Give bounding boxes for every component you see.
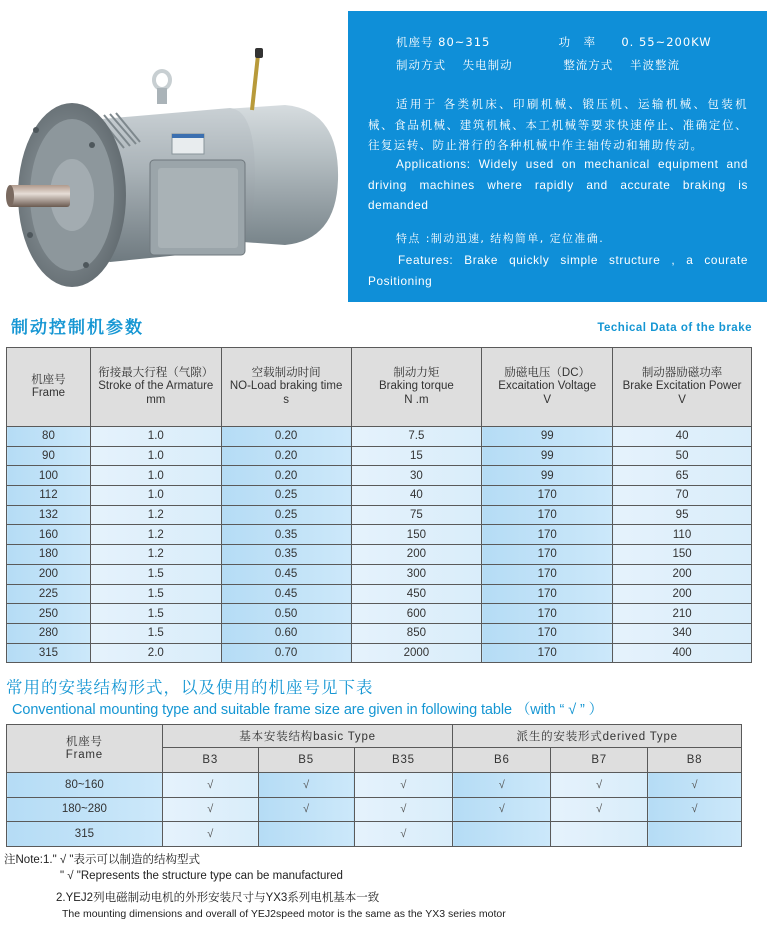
table-cell: 170 [482, 486, 613, 506]
table-row [7, 822, 742, 847]
check-mark-cell: √ [162, 773, 258, 798]
table-cell: 400 [613, 643, 752, 663]
table-row [7, 446, 752, 466]
header-stroke: 衔接最大行程（气隙） Stroke of the Armature mm [90, 348, 221, 427]
table-cell: 170 [482, 643, 613, 663]
table-row [7, 797, 742, 822]
table-cell: 2.0 [90, 643, 221, 663]
table-cell: 0.20 [221, 446, 351, 466]
table-cell: 1.5 [90, 604, 221, 624]
table-cell: 0.25 [221, 486, 351, 506]
table-row [7, 486, 752, 506]
table-cell: 0.45 [221, 584, 351, 604]
check-mark-cell [551, 822, 648, 847]
table-cell: 0.25 [221, 505, 351, 525]
table-cell: 112 [7, 486, 91, 506]
table-cell: 30 [351, 466, 482, 486]
table-cell: 150 [613, 545, 752, 565]
note-1-cn: 注Note:1." √ "表示可以制造的结构型式 [4, 854, 200, 866]
check-mark-cell: √ [258, 773, 354, 798]
note-2-en: The mounting dimensions and overall of YEJ2speed motor is the same as the YX3 series motor [62, 908, 506, 920]
table-cell: 170 [482, 525, 613, 545]
frame-cell: 180~280 [7, 797, 163, 822]
mounting-section-title-en: Conventional mounting type and suitable frame size are given in following table （with “ √ ” ） [12, 702, 604, 718]
check-mark-cell: √ [162, 822, 258, 847]
table-cell: 315 [7, 643, 91, 663]
table-cell: 0.45 [221, 564, 351, 584]
table-cell: 160 [7, 525, 91, 545]
table-row [7, 466, 752, 486]
header-b35: B35 [354, 748, 453, 773]
header-excitation-power: 制动器励磁功率 Brake Excitation Power V [613, 348, 752, 427]
table-cell: 80 [7, 427, 91, 447]
table-cell: 1.0 [90, 446, 221, 466]
table-row [7, 584, 752, 604]
check-mark-cell: √ [162, 797, 258, 822]
table-cell: 280 [7, 623, 91, 643]
table-cell: 0.50 [221, 604, 351, 624]
table-cell: 99 [482, 466, 613, 486]
table-cell: 600 [351, 604, 482, 624]
table-header-row [7, 348, 752, 427]
table-cell: 2000 [351, 643, 482, 663]
check-mark-cell: √ [648, 797, 742, 822]
features-en-text: Features: Brake quickly simple structure , a courate Positioning [368, 253, 748, 288]
table-cell: 1.2 [90, 525, 221, 545]
table-cell: 1.5 [90, 584, 221, 604]
table-cell: 340 [613, 623, 752, 643]
table-row [7, 643, 752, 663]
table-cell: 65 [613, 466, 752, 486]
header-b8: B8 [648, 748, 742, 773]
check-mark-cell: √ [453, 773, 551, 798]
table-cell: 225 [7, 584, 91, 604]
check-mark-cell: √ [354, 773, 453, 798]
brake-data-table [6, 347, 752, 663]
table-row [7, 623, 752, 643]
table-row [7, 564, 752, 584]
table-cell: 170 [482, 545, 613, 565]
table-cell: 450 [351, 584, 482, 604]
table-cell: 180 [7, 545, 91, 565]
header-b7: B7 [551, 748, 648, 773]
table-row [7, 773, 742, 798]
table-cell: 150 [351, 525, 482, 545]
note-1-en: " √ "Represents the structure type can be manufactured [60, 870, 343, 882]
check-mark-cell: √ [258, 797, 354, 822]
table-cell: 170 [482, 584, 613, 604]
frame-range-label: 机座号 80~315 [396, 35, 491, 49]
spec-info-panel [348, 11, 767, 302]
table-cell: 210 [613, 604, 752, 624]
power-value: 0. 55~200KW [621, 35, 712, 49]
table-row [7, 427, 752, 447]
header-b6: B6 [453, 748, 551, 773]
application-cn-text: 适用于 各类机床、印刷机械、锻压机、运输机械、包装机械、食品机械、建筑机械、本工机械等要求快速停止、准确定位、往复运转、防止滑行的各种机械中作主轴传动和辅助传动。 [368, 97, 748, 152]
table-cell: 1.2 [90, 505, 221, 525]
table-cell: 40 [613, 427, 752, 447]
table-cell: 200 [7, 564, 91, 584]
table-row [7, 545, 752, 565]
table-cell: 1.5 [90, 564, 221, 584]
table-cell: 0.35 [221, 545, 351, 565]
table-cell: 95 [613, 505, 752, 525]
check-mark-cell [648, 822, 742, 847]
check-mark-cell: √ [354, 797, 453, 822]
table-cell: 99 [482, 446, 613, 466]
table-cell: 1.5 [90, 623, 221, 643]
table-row [7, 604, 752, 624]
brake-motor-icon [0, 0, 348, 305]
mounting-section-title-cn: 常用的安装结构形式，以及使用的机座号见下表 [6, 678, 374, 697]
table-cell: 200 [613, 564, 752, 584]
table-cell: 1.0 [90, 427, 221, 447]
table-cell: 200 [351, 545, 482, 565]
table-header-row [7, 725, 742, 748]
header-braking-torque: 制动力矩 Braking torque N .m [351, 348, 482, 427]
table-cell: 15 [351, 446, 482, 466]
table-cell: 90 [7, 446, 91, 466]
brake-method-value: 失电制动 [462, 58, 513, 72]
note-2-cn: 2.YEJ2列电磁制动电机的外形安装尺寸与YX3系列电机基本一致 [56, 892, 380, 904]
header-braking-time: 空载制动时间 NO-Load braking time s [221, 348, 351, 427]
table-cell: 50 [613, 446, 752, 466]
rectify-label: 整流方式 [563, 58, 614, 72]
frame-cell: 315 [7, 822, 163, 847]
table-cell: 0.35 [221, 525, 351, 545]
table-cell: 0.20 [221, 427, 351, 447]
table-cell: 170 [482, 604, 613, 624]
table-cell: 0.70 [221, 643, 351, 663]
check-mark-cell: √ [453, 797, 551, 822]
table-cell: 0.20 [221, 466, 351, 486]
table-cell: 850 [351, 623, 482, 643]
header-frame: 机座号 Frame [7, 725, 163, 773]
brake-section-title-cn: 制动控制机参数 [11, 318, 144, 338]
rectify-value: 半波整流 [629, 58, 680, 72]
table-cell: 200 [613, 584, 752, 604]
frame-cell: 80~160 [7, 773, 163, 798]
table-cell: 99 [482, 427, 613, 447]
table-cell: 300 [351, 564, 482, 584]
check-mark-cell: √ [551, 797, 648, 822]
table-cell: 1.0 [90, 466, 221, 486]
power-label: 功 率 [558, 35, 597, 49]
table-row [7, 525, 752, 545]
check-mark-cell: √ [551, 773, 648, 798]
brake-section-title-en: Techical Data of the brake [597, 322, 752, 334]
table-cell: 40 [351, 486, 482, 506]
features-cn-text: 特点 :制动迅速, 结构简单, 定位准确. [396, 232, 605, 245]
table-cell: 0.60 [221, 623, 351, 643]
check-mark-cell [258, 822, 354, 847]
table-cell: 7.5 [351, 427, 482, 447]
table-cell: 170 [482, 623, 613, 643]
header-basic-type: 基本安装结构basic Type [162, 725, 453, 748]
check-mark-cell: √ [354, 822, 453, 847]
check-mark-cell [453, 822, 551, 847]
header-b5: B5 [258, 748, 354, 773]
mounting-type-table [6, 724, 742, 847]
table-cell: 70 [613, 486, 752, 506]
header-frame: 机座号 Frame [7, 348, 91, 427]
table-cell: 110 [613, 525, 752, 545]
table-cell: 250 [7, 604, 91, 624]
header-excitation-voltage: 励磁电压（DC） Excaitation Voltage V [482, 348, 613, 427]
table-cell: 1.0 [90, 486, 221, 506]
table-cell: 132 [7, 505, 91, 525]
table-cell: 170 [482, 505, 613, 525]
table-cell: 75 [351, 505, 482, 525]
motor-product-image [0, 0, 348, 305]
brake-method-label: 制动方式 [396, 58, 446, 72]
header-b3: B3 [162, 748, 258, 773]
table-cell: 100 [7, 466, 91, 486]
application-en-text: Applications: Widely used on mechanical equipment and driving machines where rapidly and accurate braking is demanded [368, 157, 748, 212]
header-derived-type: 派生的安装形式derived Type [453, 725, 742, 748]
table-cell: 1.2 [90, 545, 221, 565]
check-mark-cell: √ [648, 773, 742, 798]
table-cell: 170 [482, 564, 613, 584]
table-row [7, 505, 752, 525]
